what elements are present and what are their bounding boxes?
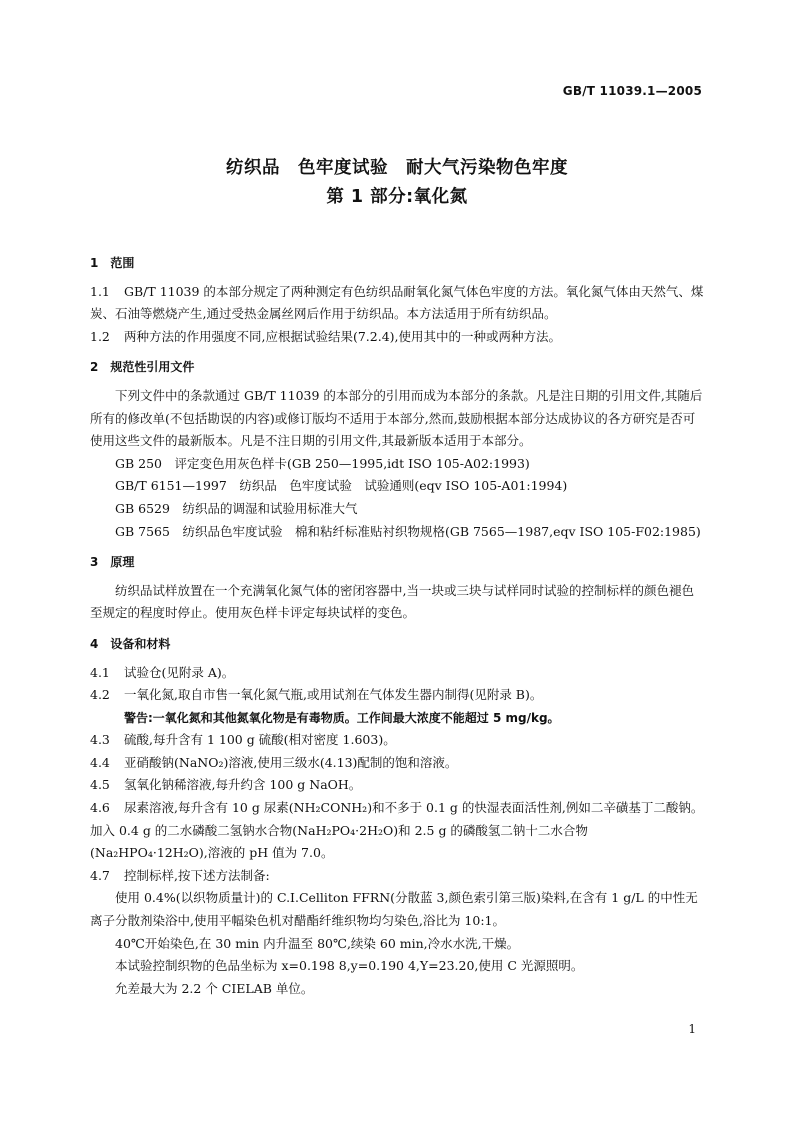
section-heading-scope: 1 范围	[90, 256, 135, 270]
document-body	[90, 244, 704, 1000]
clause-text: 试验仓(见附录 A)。	[124, 664, 235, 680]
clause-number: 4.1	[90, 664, 110, 680]
clause-text: 控制标样,按下述方法制备:	[124, 867, 270, 883]
clause-number: 4.5	[90, 777, 110, 793]
clause-1-1	[90, 281, 704, 326]
clause-4-4	[90, 752, 704, 775]
reference-item: GB 6529 纺织品的调湿和试验用标准大气	[115, 500, 358, 516]
clause-number: 1.1	[90, 283, 110, 299]
clause-4-2	[90, 684, 704, 707]
clause-4-7	[90, 865, 704, 888]
reference-item: GB 250 评定变色用灰色样卡(GB 250—1995,idt ISO 105-A02:1993)	[115, 455, 530, 471]
clause-text: 尿素溶液,每升含有 10 g 尿素(NH₂CONH₂)和不多于 0.1 g 的快湿表面活性剂,例如二辛磺基丁二酸钠。加入 0.4 g 的二水磷酸二氢钠水合物(NaH₂PO₄·2H₂O)和 2.5 g 的磷酸氢二钠十二水合物(Na₂HPO₄·12H₂O),溶液的 pH 值为 7.0。	[90, 800, 704, 861]
section-heading-apparatus: 4 设备和材料	[90, 636, 171, 651]
control-sample-step: 使用 0.4%(以织物质量计)的 C.I.Celliton FFRN(分散蓝 3,颜色索引第三版)染料,在含有 1 g/L 的中性无离子分散剂染浴中,使用平幅染色机对醋酯纤维织物均匀染色,浴比为 10:1。	[90, 890, 698, 929]
clause-text: 一氧化氮,取自市售一氧化氮气瓶,或用试剂在气体发生器内制得(见附录 B)。	[124, 687, 543, 703]
clause-number: 4.3	[90, 732, 110, 748]
clause-4-3	[90, 729, 704, 752]
principle-text: 纺织品试样放置在一个充满氧化氮气体的密闭容器中,当一块或三块与试样同时试验的控制标样的颜色褪色至规定的程度时停止。使用灰色样卡评定每块试样的变色。	[90, 582, 694, 621]
clause-text: 硫酸,每升含有 1 100 g 硫酸(相对密度 1.603)。	[124, 732, 396, 748]
clause-text: 氢氧化钠稀溶液,每升约含 100 g NaOH。	[124, 777, 362, 793]
section-heading-normative-references: 2 规范性引用文件	[90, 360, 195, 375]
clause-number: 4.7	[90, 867, 110, 883]
clause-number: 1.2	[90, 328, 110, 344]
references-intro: 下列文件中的条款通过 GB/T 11039 的本部分的引用而成为本部分的条款。凡是注日期的引用文件,其随后所有的修改单(不包括勘误的内容)或修订版均不适用于本部分,然而,鼓励根据本部分达成协议的各方研究是否可使用这些文件的最新版本。凡是不注日期的引用文件,其最新版本适用于本部分。	[90, 387, 703, 449]
reference-item: GB/T 6151—1997 纺织品 色牢度试验 试验通则(eqv ISO 105-A01:1994)	[115, 478, 568, 494]
standard-number: GB/T 11039.1—2005	[562, 84, 702, 98]
clause-number: 4.4	[90, 754, 110, 770]
document-subtitle: 第 1 部分:氧化氮	[326, 187, 468, 207]
warning-text: 警告:一氧化氮和其他氮氧化物是有毒物质。工作间最大浓度不能超过 5 mg/kg。	[124, 710, 560, 725]
clause-text: 亚硝酸钠(NaNO₂)溶液,使用三级水(4.13)配制的饱和溶液。	[124, 754, 458, 770]
section-heading-principle: 3 原理	[90, 555, 135, 570]
clause-text: GB/T 11039 的本部分规定了两种测定有色纺织品耐氧化氮气体色牢度的方法。氧化氮气体由天然气、煤炭、石油等燃烧产生,通过受热金属丝网后作用于纺织品。本方法适用于所有纺织品。	[90, 283, 704, 322]
clause-text: 两种方法的作用强度不同,应根据试验结果(7.2.4),使用其中的一种或两种方法。	[124, 328, 562, 344]
clause-4-6	[90, 797, 704, 865]
control-sample-step: 本试验控制织物的色品坐标为 x=0.198 8,y=0.190 4,Y=23.20,使用 C 光源照明。	[115, 958, 584, 974]
page-number: 1	[688, 1022, 696, 1036]
clause-number: 4.2	[90, 687, 110, 703]
clause-number: 4.6	[90, 800, 110, 816]
document-title: 纺织品 色牢度试验 耐大气污染物色牢度	[226, 158, 568, 178]
control-sample-step: 40℃开始染色,在 30 min 内升温至 80℃,续染 60 min,冷水水洗,干燥。	[115, 935, 520, 951]
control-sample-step: 允差最大为 2.2 个 CIELAB 单位。	[115, 980, 314, 996]
reference-item: GB 7565 纺织品色牢度试验 棉和粘纤标准贴衬织物规格(GB 7565—1987,eqv ISO 105-F02:1985)	[115, 523, 701, 539]
clause-1-2	[90, 326, 704, 349]
clause-4-1	[90, 662, 704, 685]
clause-4-5	[90, 774, 704, 797]
